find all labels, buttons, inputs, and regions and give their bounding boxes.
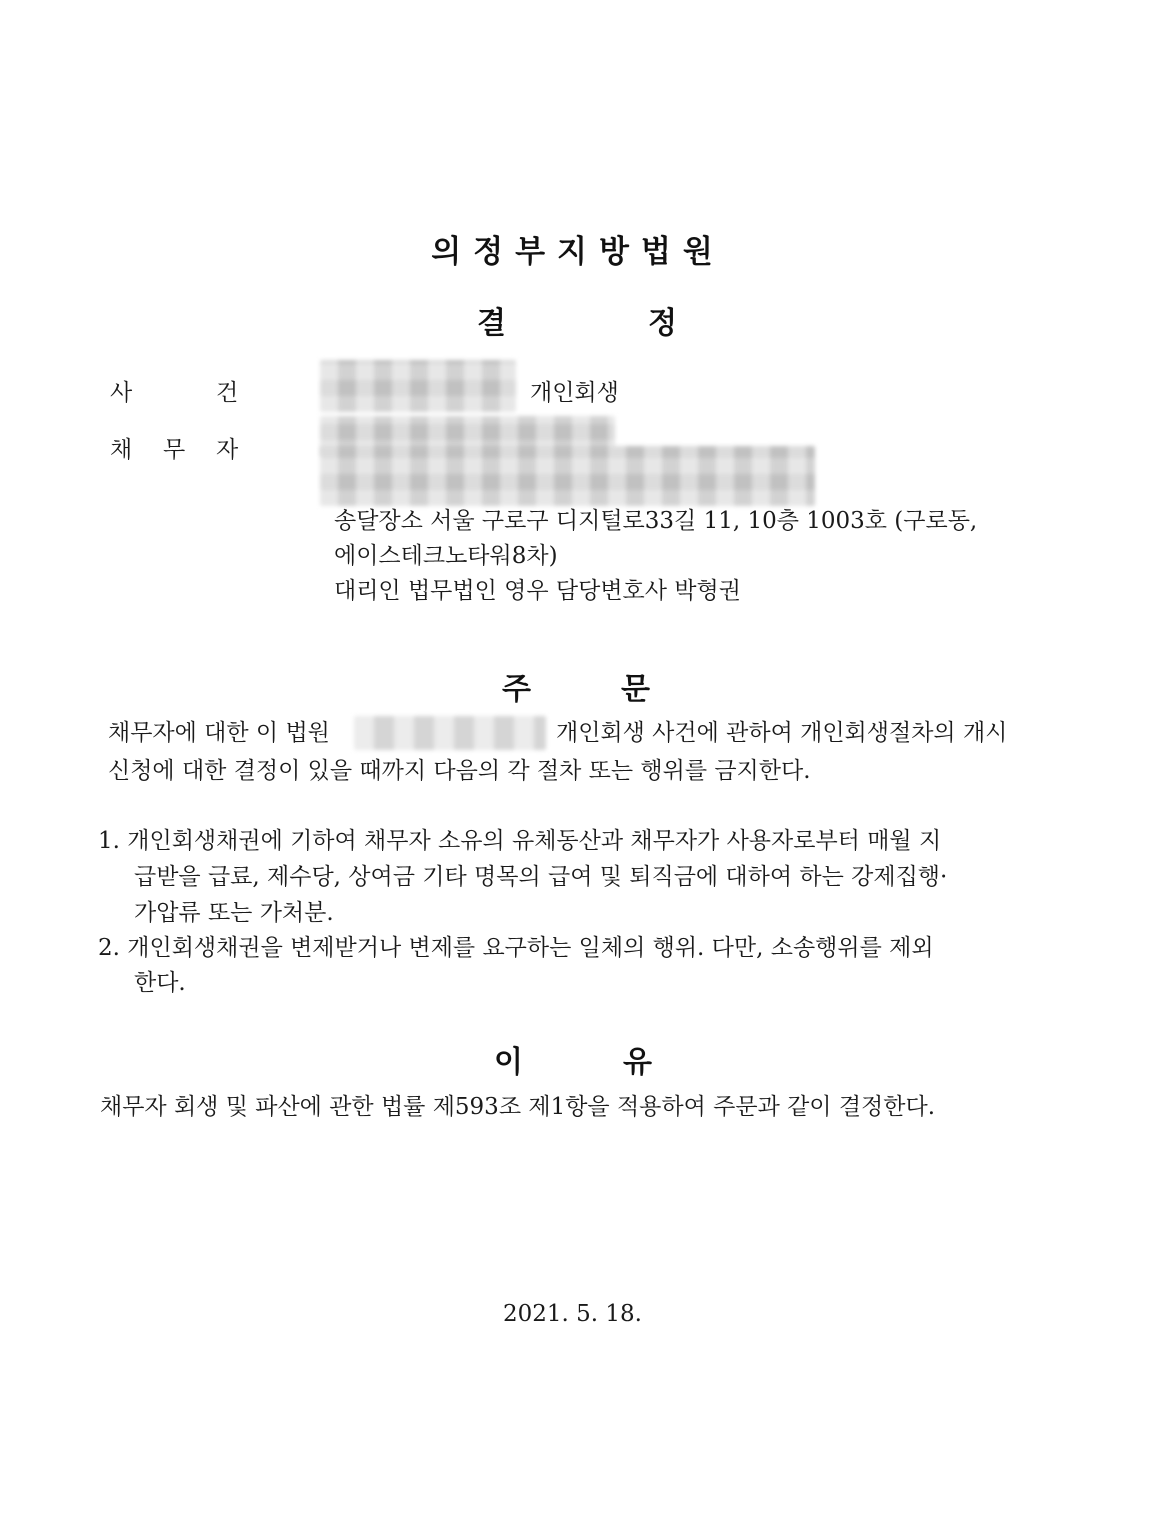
redacted-debtor-address <box>320 446 815 506</box>
document-title-left: 결 <box>477 306 506 341</box>
document-title-right: 정 <box>648 306 677 341</box>
order-item-1-line-1: 1. 개인회생채권에 기하여 채무자 소유의 유체동산과 채무자가 사용자로부터 매월 지 <box>98 828 942 854</box>
order-paragraph-line1-rest: 개인회생 사건에 관하여 개인회생절차의 개시 <box>556 720 1008 746</box>
order-paragraph-start: 채무자에 대한 이 법원 <box>108 720 330 746</box>
order-title-right: 문 <box>621 672 650 707</box>
redacted-case-number-2 <box>354 716 546 750</box>
order-item-2-line-2: 한다. <box>134 970 186 996</box>
reason-title-right: 유 <box>623 1045 652 1080</box>
service-address-line-1: 송달장소 서울 구로구 디지털로33길 11, 10층 1003호 (구로동, <box>334 508 978 534</box>
case-type: 개인회생 <box>530 380 619 406</box>
case-label-2: 건 <box>216 380 239 406</box>
court-name: 의정부지방법원 <box>431 234 725 270</box>
order-paragraph-line2: 신청에 대한 결정이 있을 때까지 다음의 각 절차 또는 행위를 금지한다. <box>108 758 811 784</box>
redacted-case-number <box>320 360 516 412</box>
decision-date: 2021. 5. 18. <box>503 1301 642 1327</box>
agent-line: 대리인 법무법인 영우 담당변호사 박형권 <box>334 578 741 604</box>
service-address-line-2: 에이스테크노타워8차) <box>334 543 558 569</box>
order-item-2-line-1: 2. 개인회생채권을 변제받거나 변제를 요구하는 일체의 행위. 다만, 소송행위를 제외 <box>98 935 934 961</box>
order-item-1-line-2: 급받을 급료, 제수당, 상여금 기타 명목의 급여 및 퇴직금에 대하여 하는 강제집행· <box>134 864 948 890</box>
debtor-label-3: 자 <box>216 437 239 463</box>
order-item-1-line-3: 가압류 또는 가처분. <box>134 900 334 926</box>
order-title-left: 주 <box>502 672 531 707</box>
case-label-1: 사 <box>110 380 133 406</box>
reason-text: 채무자 회생 및 파산에 관한 법률 제593조 제1항을 적용하여 주문과 같이 결정한다. <box>100 1094 936 1120</box>
reason-title-left: 이 <box>494 1045 523 1080</box>
debtor-label-1: 채 <box>110 437 133 463</box>
debtor-label-2: 무 <box>163 437 186 463</box>
